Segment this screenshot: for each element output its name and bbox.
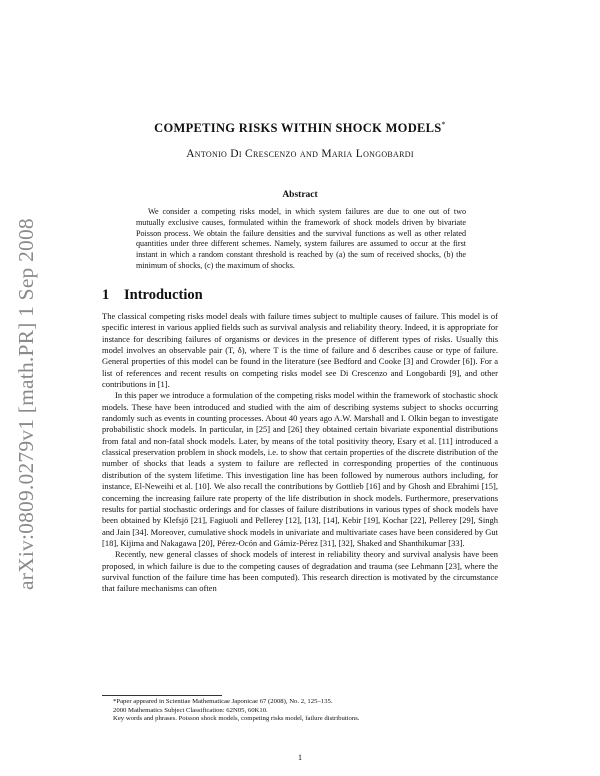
footnotes (102, 698, 498, 724)
paper-title (0, 120, 600, 136)
abstract-heading: Abstract (282, 190, 318, 200)
footnote-classification: 2000 Mathematics Subject Classification: 62N05, 60K10. (113, 706, 268, 714)
section-heading (102, 287, 203, 304)
paragraph: In this paper we introduce a formulation of the competing risks model within the framework of stochastic shock models. These have been introduced and studied with the aim of describing systems subject to shocks occurring randomly such as events in counting processes. About 40 years ago A.W. Marshall and I. Olkin began to investigate probabilistic shock models. In particular, in [25] and [26] they obtained certain bivariate exponential distributions from fatal and non-fatal shock models. Later, by means of the total positivity theory, Esary et al. [11] introduced a classical preservation problem in shock models, i.e. to show that certain properties of the discrete distribution of the number of shocks that leads a system to failure are reflected in corresponding properties of the continuous distribution of the system lifetime. This investigation line has been followed by numerous authors including, for instance, El-Neweihi et al. [10]. We also recall the contributions by Gottlieb [16] and by Ghosh and Ebrahimi [15], concerning the increasing failure rate property of the life distribution in shock models. Furthermore, preservations results for partial stochastic orderings and for classes of failure distributions in various types of shock models have been obtained by Klefsjö [21], Fagiuoli and Pellerey [12], [13], [14], Kebir [19], Kochar [22], Pellerey [29], Singh and Jain [34]. Moreover, cumulative shock models in univariate and multivariate cases have been considered by Gut [18], Kijima and Nakagawa [20], Pérez-Ocón and Gámiz-Pérez [31], [32], Shaked and Shanthikumar [33]. (102, 390, 498, 548)
footnote-rule (102, 695, 222, 696)
section-number: 1 (102, 287, 110, 303)
title-footnote-mark: * (441, 120, 446, 129)
authors: Antonio Di Crescenzo and Maria Longobardi (186, 148, 414, 160)
arxiv-stamp: arXiv:0809.0279v1 [math.PR] 1 Sep 2008 (14, 218, 38, 590)
section-body (102, 311, 498, 595)
footnote-publication: *Paper appeared in Scientiae Mathematicae Japonicae 67 (2008), No. 2, 125–135. (113, 698, 333, 705)
paragraph: Recently, new general classes of shock models of interest in reliability theory and survival analysis have been proposed, in which failure is due to the competing causes of degradation and trauma (see Lehmann [23], where the survival function of the failure time has been computed). This research direction is motivated by the circumstance that failure mechanisms can often (102, 549, 498, 594)
abstract-text: We consider a competing risks model, in which system failures are due to one out of two mutually exclusive causes, formulated within the framework of shock models driven by bivariate Poisson process. We obtain the failure densities and the survival functions as well as other related quantities under three different schemes. Namely, system failures are assumed to occur at the first instant in which a random constant threshold is reached by (a) the sum of received shocks, (b) the minimum of shocks, (c) the maximum of shocks. (136, 207, 466, 270)
page-number: 1 (297, 752, 303, 762)
section-title: Introduction (124, 287, 203, 303)
paragraph: The classical competing risks model deals with failure times subject to multiple causes of failure. This model is of specific interest in various applied fields such as survival analysis and reliability theory. Indeed, it is appropriate for instance for describing failures of organisms or devices in the presence of different types of risks. Usually this model involves an observable pair (T, δ), where T is the time of failure and δ describes cause or type of failure. General properties of this model can be found in the literature (see Bedford and Cooke [3] and Crowder [6]). For a list of references and recent results on competing risks model see Di Crescenzo and Longobardi [9], and other contributions in [1]. (102, 311, 498, 390)
footnote-keywords: Key words and phrases. Poisson shock models, competing risks model, failure distributions. (113, 715, 360, 723)
title-text: COMPETING RISKS WITHIN SHOCK MODELS (154, 121, 442, 136)
abstract-body (136, 207, 466, 272)
